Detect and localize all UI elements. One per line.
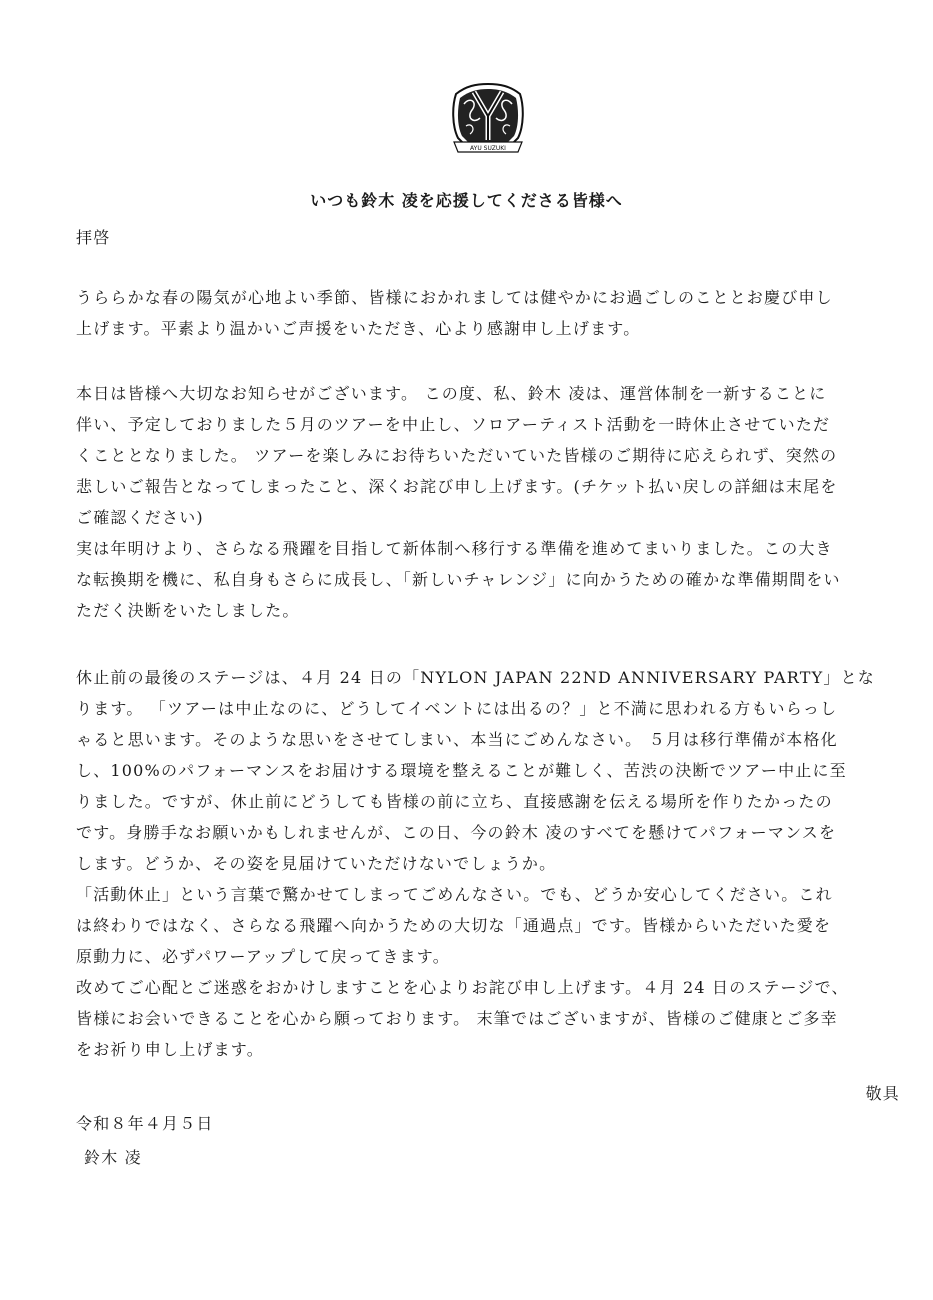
- text-line: ただく決断をいたしました。: [76, 601, 300, 620]
- text-line: をお祈り申し上げます。: [76, 1040, 264, 1059]
- text-line: ります。 「ツアーは中止なのに、どうしてイベントには出るの？」と不満に思われる方もいらっし: [76, 699, 838, 718]
- text-line: な転換期を機に、私自身もさらに成長し、「新しいチャレンジ」に向かうための確かな準備期間をい: [76, 570, 841, 589]
- paragraph-greeting: [76, 282, 866, 344]
- text-line: 伴い、予定しておりました５月のツアーを中止し、ソロアーティスト活動を一時休止させていただ: [76, 415, 831, 434]
- text-line: 悲しいご報告となってしまったこと、深くお詫び申し上げます。(チケット払い戻しの詳細は末尾を: [76, 477, 838, 496]
- logo-ribbon-text: AYU SUZUKI: [470, 145, 506, 152]
- text-line: は終わりではなく、さらなる飛躍へ向かうための大切な「通過点」です。皆様からいただいた愛を: [76, 916, 832, 935]
- text-line: し、100%のパフォーマンスをお届けする環境を整えることが難しく、苦渋の決断でツアー中止に至: [76, 761, 847, 780]
- letter-title: いつも鈴木 凌を応援してくださる皆様へ: [310, 191, 623, 210]
- text-line: ご確認ください): [76, 508, 204, 527]
- signature: 鈴木 凌: [84, 1148, 142, 1167]
- text-line: します。どうか、その姿を見届けていただけないでしょうか。: [76, 854, 557, 873]
- crest-logo-icon: [444, 76, 532, 156]
- text-line: うららかな春の陽気が心地よい季節、皆様におかれましては健やかにお過ごしのこととお慶び申し: [76, 288, 833, 307]
- text-line: 「活動休止」という言葉で驚かせてしまってごめんなさい。でも、どうか安心してください。これ: [76, 885, 833, 904]
- paragraph-announcement: [76, 378, 866, 626]
- text-line: 休止前の最後のステージは、４月 24 日の「NYLON JAPAN 22ND ANNIVERSARY PARTY」とな: [76, 668, 875, 687]
- text-line: 原動力に、必ずパワーアップして戻ってきます。: [76, 947, 450, 966]
- text-line: 皆様にお会いできることを心から願っております。 末筆ではございますが、皆様のご健康とご多幸: [76, 1009, 838, 1028]
- paragraph-final-stage: [76, 662, 875, 1065]
- text-line: りました。ですが、休止前にどうしても皆様の前に立ち、直接感謝を伝える場所を作りたかったの: [76, 792, 833, 811]
- text-line: 上げます。平素より温かいご声援をいただき、心より感謝申し上げます。: [76, 319, 641, 338]
- text-line: 実は年明けより、さらなる飛躍を目指して新体制へ移行する準備を進めてまいりました。この大き: [76, 539, 833, 558]
- closing: 敬具: [865, 1084, 900, 1103]
- salutation: 拝啓: [76, 228, 111, 247]
- text-line: 本日は皆様へ大切なお知らせがございます。 この度、私、鈴木 凌は、運営体制を一新することに: [76, 384, 827, 403]
- text-line: 改めてご心配とご迷惑をおかけしますことを心よりお詫び申し上げます。４月 24 日のステージで、: [76, 978, 849, 997]
- letter-date: 令和８年４月５日: [76, 1114, 214, 1133]
- text-line: ゃると思います。そのような思いをさせてしまい、本当にごめんなさい。 ５月は移行準備が本格化: [76, 730, 838, 749]
- text-line: です。身勝手なお願いかもしれませんが、この日、今の鈴木 凌のすべてを懸けてパフォーマンスを: [76, 823, 837, 842]
- text-line: くこととなりました。 ツアーを楽しみにお待ちいただいていた皆様のご期待に応えられず、突然の: [76, 446, 838, 465]
